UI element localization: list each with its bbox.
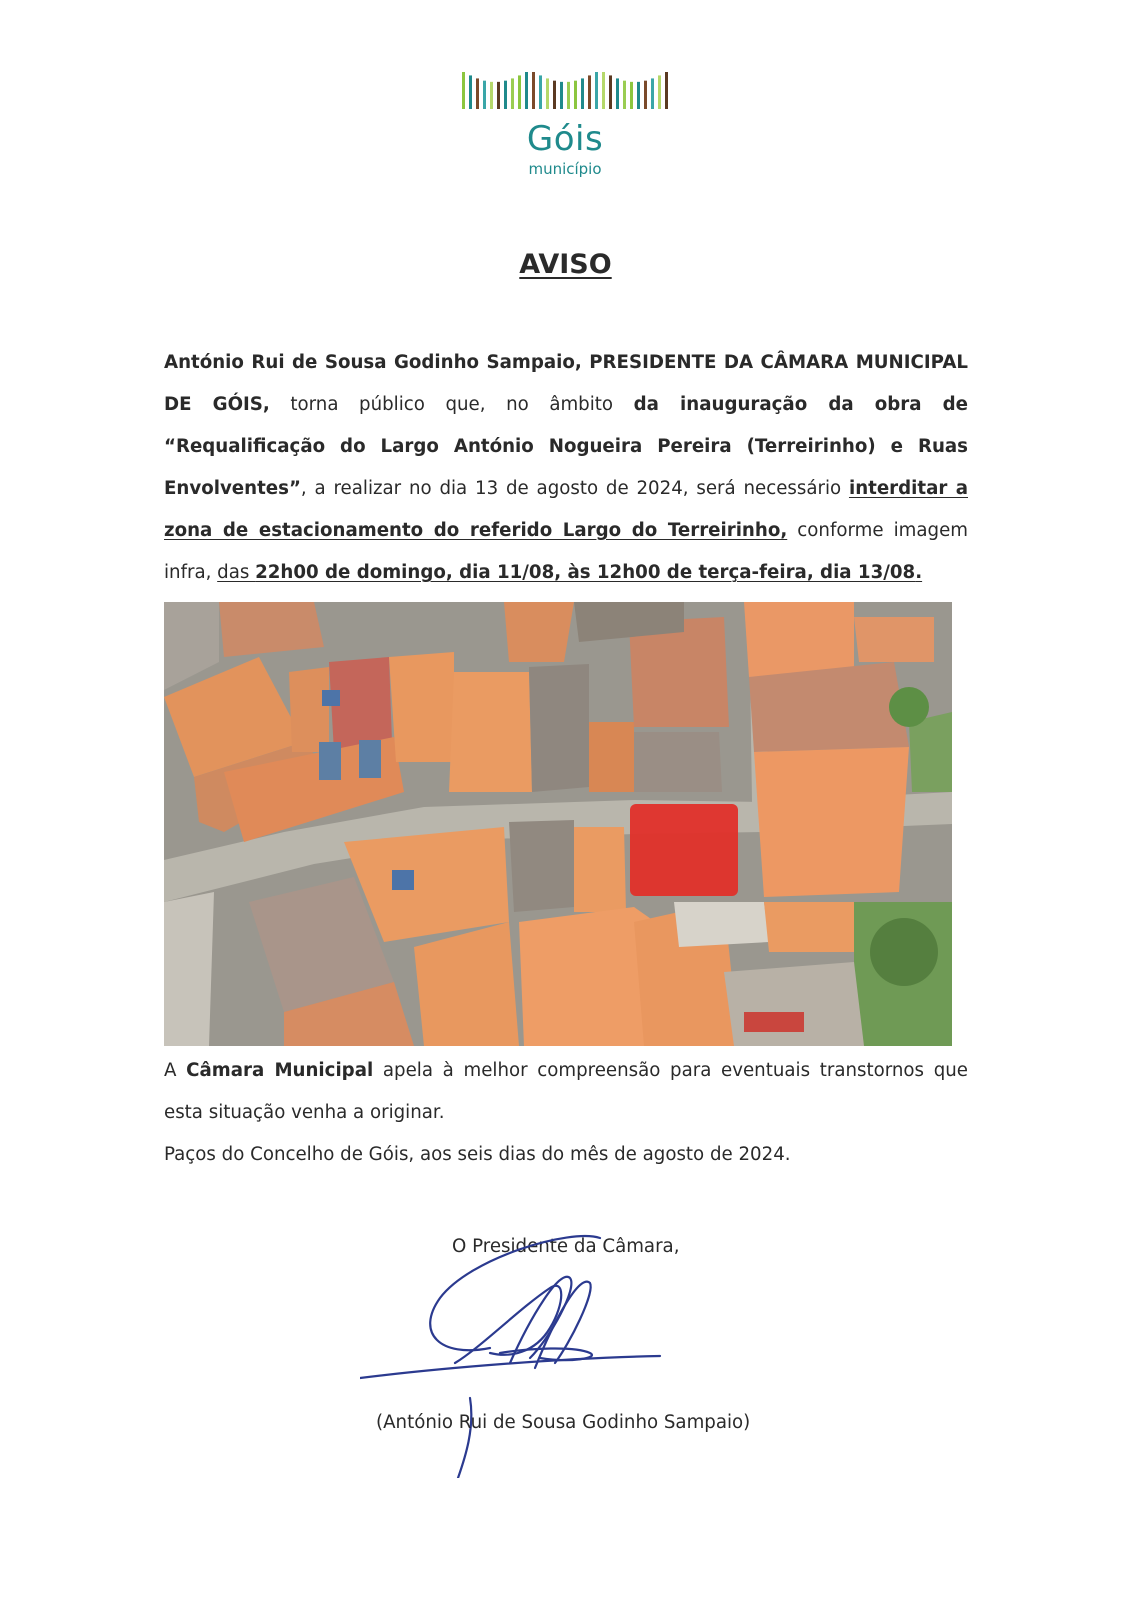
handwritten-signature xyxy=(360,1228,780,1478)
president-name: António Rui de Sousa Godinho Sampaio, PRESIDENTE DA CÂMARA MUNICIPAL DE GÓIS, xyxy=(164,352,968,415)
signature-block xyxy=(360,1228,780,1478)
text-run: , a realizar no dia 13 de agosto de 2024, será necessário xyxy=(300,478,849,499)
gois-logo xyxy=(460,68,670,183)
logo-subtitle: município xyxy=(528,160,602,178)
logo-wordmark: Góis xyxy=(526,119,604,159)
text-run: das xyxy=(217,562,256,583)
aerial-map xyxy=(164,602,952,1046)
aerial-photo xyxy=(164,602,952,1046)
text-run: . xyxy=(915,562,923,583)
restricted-zone: interditar a zona de estacionamento do referido Largo do Terreirinho, xyxy=(164,478,968,541)
municipality-name: Câmara Municipal xyxy=(186,1060,374,1081)
bridge-arches-icon xyxy=(460,68,670,113)
signatory-title: O Presidente da Câmara, xyxy=(452,1236,680,1257)
closing-text xyxy=(164,1050,968,1176)
text-run: apela à melhor compreensão para eventuais transtornos que esta situação venha a originar. xyxy=(164,1060,968,1123)
page-title xyxy=(0,248,1131,282)
signatory-name: (António Rui de Sousa Godinho Sampaio) xyxy=(376,1412,751,1433)
text-run: A xyxy=(164,1060,187,1081)
event-description: da inauguração da obra de “Requalificação do Largo António Nogueira Pereira (Terreirinho) e Ruas Envolventes” xyxy=(164,394,968,499)
restriction-period: 22h00 de domingo, dia 11/08, às 12h00 de terça-feira, dia 13/08 xyxy=(255,562,916,583)
apology-paragraph xyxy=(164,1050,968,1134)
restricted-zone-highlight xyxy=(630,804,738,896)
date-line: Paços do Concelho de Góis, aos seis dias do mês de agosto de 2024. xyxy=(164,1144,791,1165)
text-run: torna público que, no âmbito xyxy=(269,394,634,415)
notice-paragraph xyxy=(164,342,968,594)
title-text: AVISO xyxy=(519,249,612,280)
text-run: conforme imagem infra, xyxy=(164,520,968,583)
